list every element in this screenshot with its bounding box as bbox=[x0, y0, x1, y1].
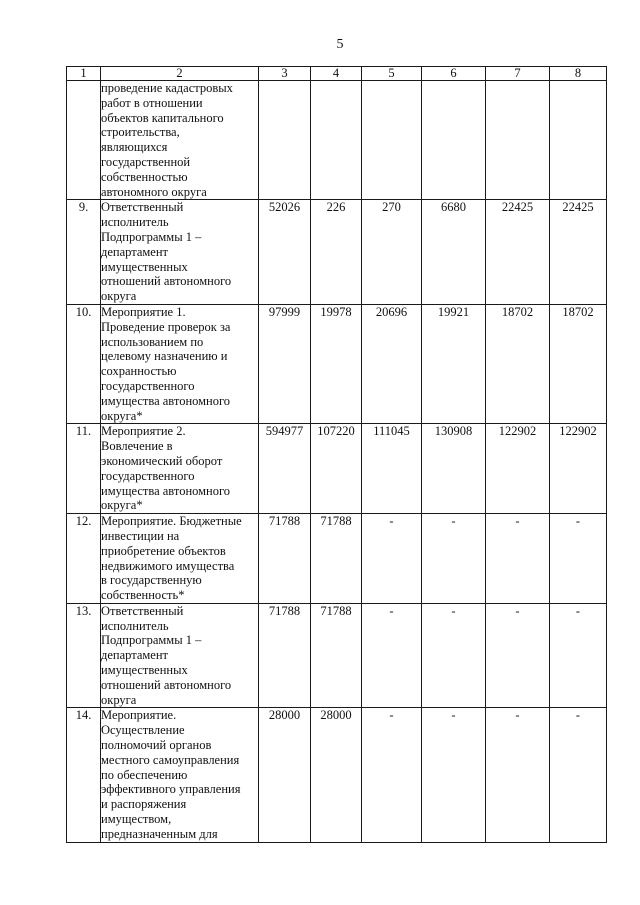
value-cell: 97999 bbox=[259, 304, 311, 423]
column-header: 7 bbox=[486, 67, 550, 81]
column-header: 5 bbox=[362, 67, 422, 81]
value-cell: 71788 bbox=[311, 603, 362, 708]
value-cell: 130908 bbox=[422, 424, 486, 514]
value-cell bbox=[486, 81, 550, 200]
column-header: 4 bbox=[311, 67, 362, 81]
value-cell: 52026 bbox=[259, 200, 311, 305]
value-cell: 22425 bbox=[486, 200, 550, 305]
value-cell: 28000 bbox=[259, 708, 311, 842]
column-header: 1 bbox=[67, 67, 101, 81]
table-row bbox=[67, 81, 607, 200]
value-cell: - bbox=[422, 708, 486, 842]
value-cell: 22425 bbox=[550, 200, 607, 305]
row-number: 14. bbox=[67, 708, 101, 842]
row-number: 11. bbox=[67, 424, 101, 514]
row-number: 12. bbox=[67, 514, 101, 604]
value-cell: 226 bbox=[311, 200, 362, 305]
row-name: Мероприятие. Осуществление полномочий органов местного самоуправления по обеспечению эффективного управления и распоряжения имуществом, предназначенным для bbox=[101, 708, 259, 842]
value-cell: 19921 bbox=[422, 304, 486, 423]
value-cell: 19978 bbox=[311, 304, 362, 423]
value-cell: - bbox=[362, 603, 422, 708]
value-cell: - bbox=[362, 514, 422, 604]
row-number: 9. bbox=[67, 200, 101, 305]
value-cell: 20696 bbox=[362, 304, 422, 423]
value-cell: - bbox=[362, 708, 422, 842]
column-header: 8 bbox=[550, 67, 607, 81]
header-row bbox=[67, 67, 607, 81]
value-cell: 71788 bbox=[259, 514, 311, 604]
value-cell: - bbox=[550, 603, 607, 708]
value-cell: 270 bbox=[362, 200, 422, 305]
table-row bbox=[67, 708, 607, 842]
value-cell bbox=[550, 81, 607, 200]
value-cell: 71788 bbox=[259, 603, 311, 708]
row-name: Ответственный исполнитель Подпрограммы 1 – департамент имущественных отношений автономного округа bbox=[101, 200, 259, 305]
row-name: Мероприятие. Бюджетные инвестиции на приобретение объектов недвижимого имущества в государственную собственность* bbox=[101, 514, 259, 604]
value-cell: 6680 bbox=[422, 200, 486, 305]
value-cell: 107220 bbox=[311, 424, 362, 514]
row-name: Ответственный исполнитель Подпрограммы 1 – департамент имущественных отношений автономного округа bbox=[101, 603, 259, 708]
row-number: 10. bbox=[67, 304, 101, 423]
table-row bbox=[67, 603, 607, 708]
row-name: Мероприятие 1. Проведение проверок за использованием по целевому назначению и сохранностью государственного имущества автономного округа* bbox=[101, 304, 259, 423]
table-row bbox=[67, 200, 607, 305]
column-header: 6 bbox=[422, 67, 486, 81]
row-number: 13. bbox=[67, 603, 101, 708]
value-cell: 71788 bbox=[311, 514, 362, 604]
budget-table bbox=[66, 66, 607, 843]
value-cell: 18702 bbox=[550, 304, 607, 423]
table-row bbox=[67, 304, 607, 423]
row-name: Мероприятие 2. Вовлечение в экономический оборот государственного имущества автономного округа* bbox=[101, 424, 259, 514]
value-cell: 111045 bbox=[362, 424, 422, 514]
column-header: 2 bbox=[101, 67, 259, 81]
value-cell: - bbox=[422, 514, 486, 604]
value-cell: 122902 bbox=[550, 424, 607, 514]
row-name: проведение кадастровых работ в отношении объектов капитального строительства, являющихся государственной собственностью автономного округа bbox=[101, 81, 259, 200]
value-cell: - bbox=[486, 603, 550, 708]
value-cell: 594977 bbox=[259, 424, 311, 514]
value-cell: 122902 bbox=[486, 424, 550, 514]
column-header: 3 bbox=[259, 67, 311, 81]
page-number: 5 bbox=[336, 37, 344, 52]
value-cell: - bbox=[486, 708, 550, 842]
table-row bbox=[67, 514, 607, 604]
row-number bbox=[67, 81, 101, 200]
value-cell: - bbox=[550, 708, 607, 842]
value-cell: - bbox=[550, 514, 607, 604]
value-cell bbox=[362, 81, 422, 200]
value-cell bbox=[422, 81, 486, 200]
value-cell: 28000 bbox=[311, 708, 362, 842]
value-cell: - bbox=[422, 603, 486, 708]
value-cell bbox=[311, 81, 362, 200]
value-cell: 18702 bbox=[486, 304, 550, 423]
value-cell bbox=[259, 81, 311, 200]
table-row bbox=[67, 424, 607, 514]
value-cell: - bbox=[486, 514, 550, 604]
